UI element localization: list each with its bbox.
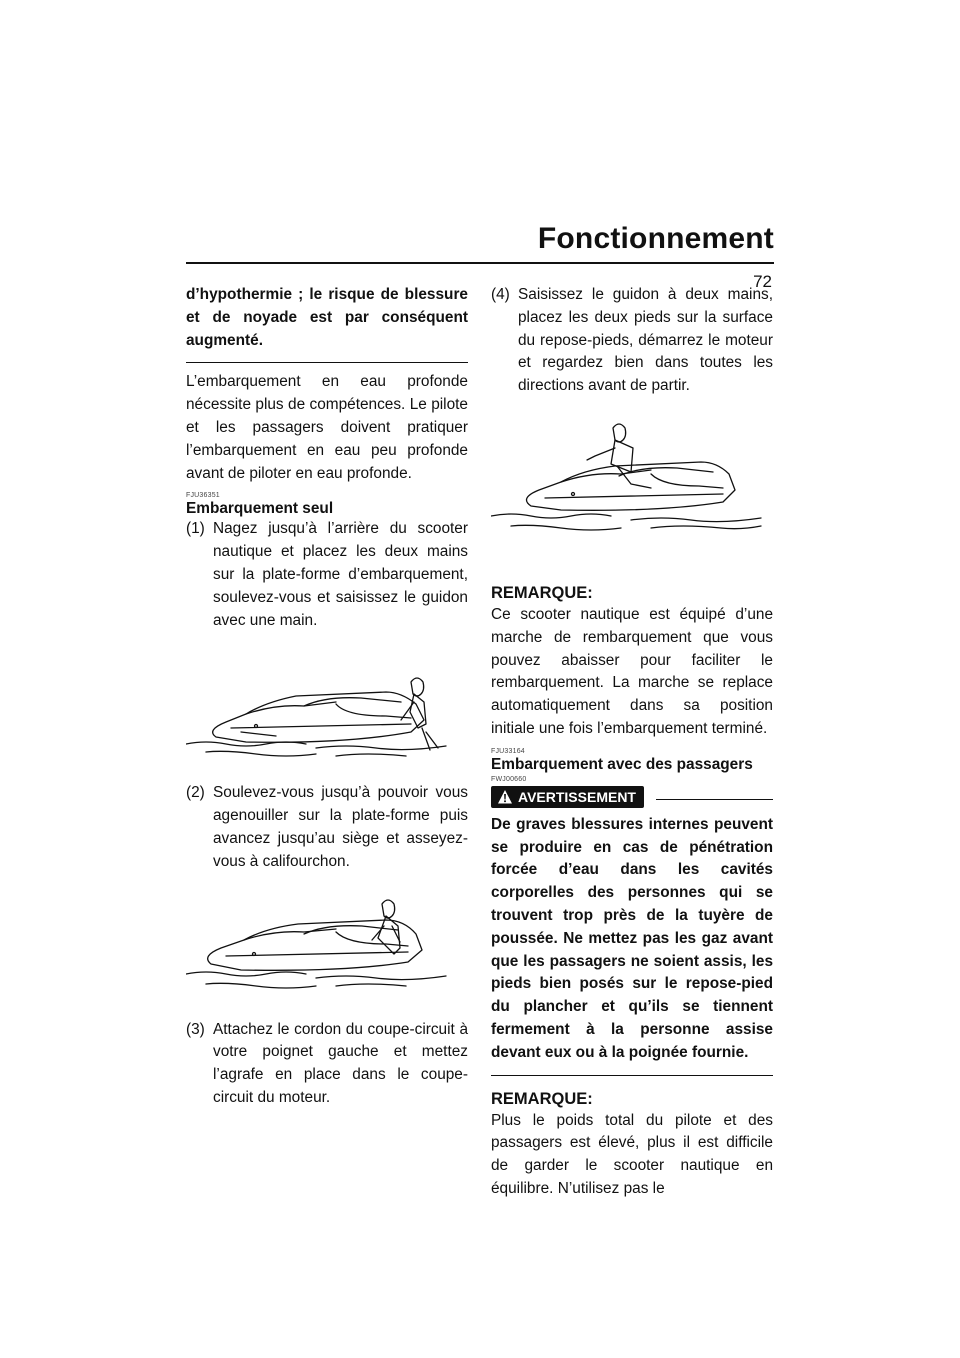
header-rule — [186, 262, 774, 264]
step-text: Nagez jusqu’à l’arrière du scooter nautique et placez les deux mains sur la plate-forme d’embarquement, soulevez-vous et saisissez le guidon avec une main. — [213, 520, 468, 629]
section-heading-solo: Embarquement seul — [186, 500, 334, 518]
warning-end-rule — [186, 362, 468, 363]
warning-header — [491, 786, 773, 808]
note-label: REMARQUE: — [491, 583, 593, 602]
step-3 — [186, 1019, 468, 1110]
step-text: Saisissez le guidon à deux mains, placez les deux pieds sur la surface du repose-pieds, démarrez le moteur et regardez bien dans toutes les directions avant de partir. — [518, 286, 773, 395]
warning-label: AVERTISSEMENT — [518, 788, 636, 805]
deep-water-paragraph: L’embarquement en eau profonde nécessite plus de compétences. Le pilote et les passagers doivent pratiquer l’embarquement en eau peu profonde avant de piloter en eau profonde. — [186, 373, 468, 482]
page-number: 72 — [753, 272, 772, 291]
section-heading-passengers: Embarquement avec des passagers — [491, 755, 753, 773]
warning-badge — [491, 786, 644, 808]
step-text: Soulevez-vous jusqu’à pouvoir vous agenouiller sur la plate-forme puis avancez jusqu’au siège et asseyez-vous à califourchon. — [213, 784, 468, 870]
step-4 — [491, 284, 773, 398]
note-text: Ce scooter nautique est équipé d’une marche de rembarquement que vous pouvez abaisser pour faciliter le rembarquement. La marche se replace automatiquement dans sa position initiale une fois l’embarquement terminé. — [491, 605, 773, 737]
note-text-2: Plus le poids total du pilote et des passagers est élevé, plus il est difficile de garder le scooter nautique en équilibre. N’utilisez pas le — [491, 1111, 773, 1197]
step-2 — [186, 782, 468, 873]
step-text: Attachez le cordon du coupe-circuit à votre poignet gauche et mettez l’agrafe en place dans le coupe-circuit du moteur. — [213, 1020, 468, 1106]
warning-triangle-icon — [497, 789, 513, 805]
boarding-illustration-kneel — [186, 874, 468, 1019]
warning-code: FWJ00660 — [491, 775, 527, 783]
step-number: (4) — [491, 286, 510, 303]
section-code: FJU33164 — [491, 747, 525, 755]
warning-rule — [656, 799, 773, 800]
page-title: Fonctionnement — [537, 222, 774, 255]
step-1 — [186, 518, 468, 632]
warning-continuation: d’hypothermie ; le risque de blessure et de noyade est par conséquent augmenté. — [186, 286, 468, 349]
step-number: (2) — [186, 784, 205, 802]
warning-end-rule — [491, 1075, 773, 1076]
note-label-2: REMARQUE: — [491, 1089, 593, 1108]
boarding-illustration-seated — [491, 398, 773, 578]
left-column — [186, 284, 468, 1110]
right-column — [491, 284, 773, 1201]
step-number: (1) — [186, 520, 205, 538]
section-code: FJU36351 — [186, 492, 220, 500]
warning-text: De graves blessures internes peuvent se produire en cas de pénétration forcée d’eau dans les cavités corporelles des personnes qui se trouvent trop près de la tuyère de poussée. Ne mettez pas les gaz avant que les passagers ne soient assis, les pieds bien posés sur le repose-pied du plancher et qu’ils se tiennent fermement à la personne assise devant eux ou à la poignée fournie. — [491, 815, 773, 1061]
boarding-illustration-swim — [186, 632, 468, 782]
step-number: (3) — [186, 1020, 205, 1038]
